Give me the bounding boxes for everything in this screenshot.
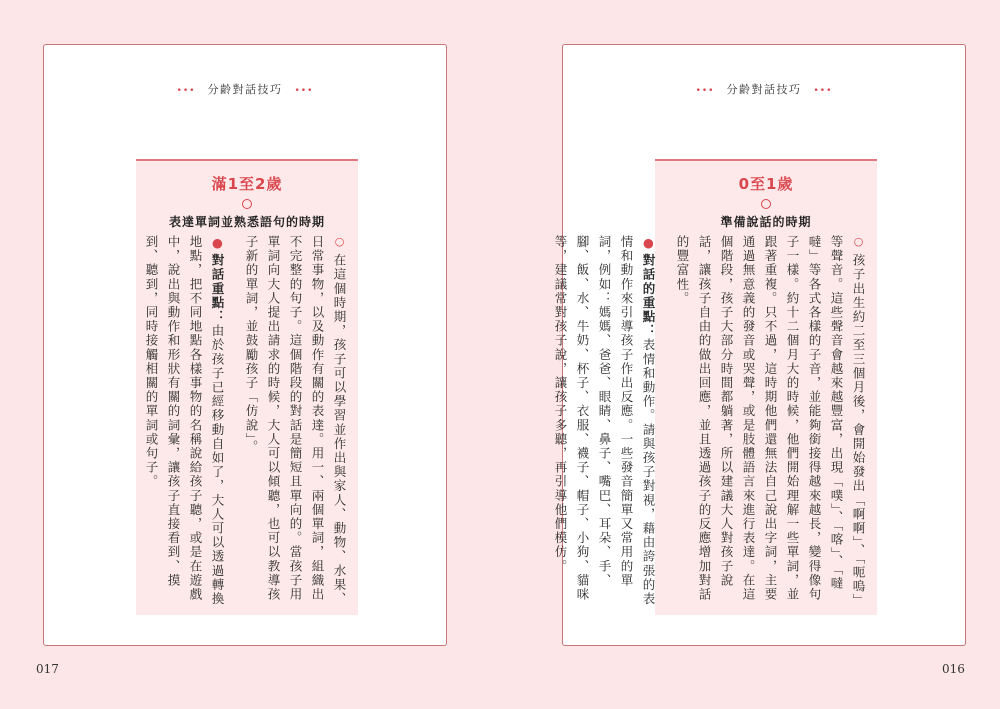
paragraph-text: 孩子出生約二至三個月後，會開始發出「啊啊」、「呃嗚」等聲音。這些聲音會越來越豐富，出現「噗」、「喀」、「噠噠」等各式各樣的子音，並能夠銜接得越來越長，變得像句子一樣。約十二個月大的時候，他們開始理解一些單詞，並跟著重複。只不過，這時期他們還無法自己說出字詞，主要通過無意義的發音或哭聲，或是肢體語言來進行表達。在這個階段，孩子大部分時間都躺著，所以建議大人對孩子說話，讓孩子自由的做出回應，並且透過孩子的反應增加對話的豐富性。 bbox=[675, 235, 866, 602]
header-dots-left: ••• bbox=[176, 86, 196, 96]
circle-bullet-icon: ○ bbox=[852, 235, 865, 250]
period-title: 準備說話的時期 bbox=[720, 215, 812, 229]
content-box bbox=[136, 229, 358, 615]
bullet-dot-icon: ● bbox=[210, 235, 225, 252]
age-title: 0至1歲 bbox=[738, 175, 794, 193]
bullet-dot-icon: ● bbox=[641, 235, 656, 252]
tip-paragraph bbox=[140, 235, 228, 607]
paragraph bbox=[240, 235, 350, 607]
vertical-text bbox=[144, 235, 350, 607]
tip-text: 由於孩子已經移動自如了，大人可以透過轉換地點，把不同地點各樣事物的名稱說給孩子聽，或是在遊戲中，說出與動作和形狀有關的詞彙，讓孩子直接看到、摸到、聽到，同時接觸相關的單詞或句子。 bbox=[144, 235, 225, 607]
circle-icon bbox=[761, 199, 771, 209]
content-box bbox=[553, 229, 877, 615]
period-title: 表達單詞並熟悉語句的時期 bbox=[168, 215, 325, 229]
age-title-box bbox=[136, 159, 358, 229]
paragraph bbox=[671, 235, 869, 607]
tip-paragraph bbox=[549, 235, 659, 607]
tip-label: 對話重點： bbox=[210, 253, 225, 325]
page-number-right: 016 bbox=[942, 662, 965, 676]
age-title: 滿1至2歲 bbox=[211, 175, 283, 193]
page-number-left: 017 bbox=[36, 662, 59, 676]
page-header bbox=[44, 81, 446, 97]
header-dots-right: ••• bbox=[813, 86, 833, 96]
circle-icon bbox=[242, 199, 252, 209]
vertical-text bbox=[553, 235, 869, 607]
paragraph-text: 在這個時期，孩子可以學習並作出與家人、動物、水果、日常事物，以及動作有關的表達。用一、兩個單詞，組織出不完整的句子。這個階段的對話是簡短且單向的。當孩子用單詞向大人提出請求的時候，大人可以傾聽，也可以教導孩子新的單詞，並鼓勵孩子「仿說」。 bbox=[244, 235, 347, 607]
tip-label: 對話的重點： bbox=[641, 253, 656, 339]
header-dots-right: ••• bbox=[294, 86, 314, 96]
header-dots-left: ••• bbox=[695, 86, 715, 96]
right-page bbox=[553, 44, 966, 646]
circle-bullet-icon: ○ bbox=[333, 235, 346, 250]
age-title-box bbox=[655, 159, 877, 229]
header-title: 分齡對話技巧 bbox=[207, 83, 283, 96]
header-title: 分齡對話技巧 bbox=[726, 83, 802, 96]
page-header bbox=[563, 81, 965, 97]
tip-text: 表情和動作。請與孩子對視，藉由誇張的表情和動作來引導孩子作出反應。一些發音簡單又常用的單詞，例如：媽媽、爸爸、眼睛、鼻子、嘴巴、耳朵、手、腳、飯、水、牛奶、杯子、衣服、襪子、帽子、小狗、貓咪等，建議常對孩子說，讓孩子多聽，再引導他們模仿。 bbox=[553, 235, 656, 607]
left-page bbox=[43, 44, 447, 646]
